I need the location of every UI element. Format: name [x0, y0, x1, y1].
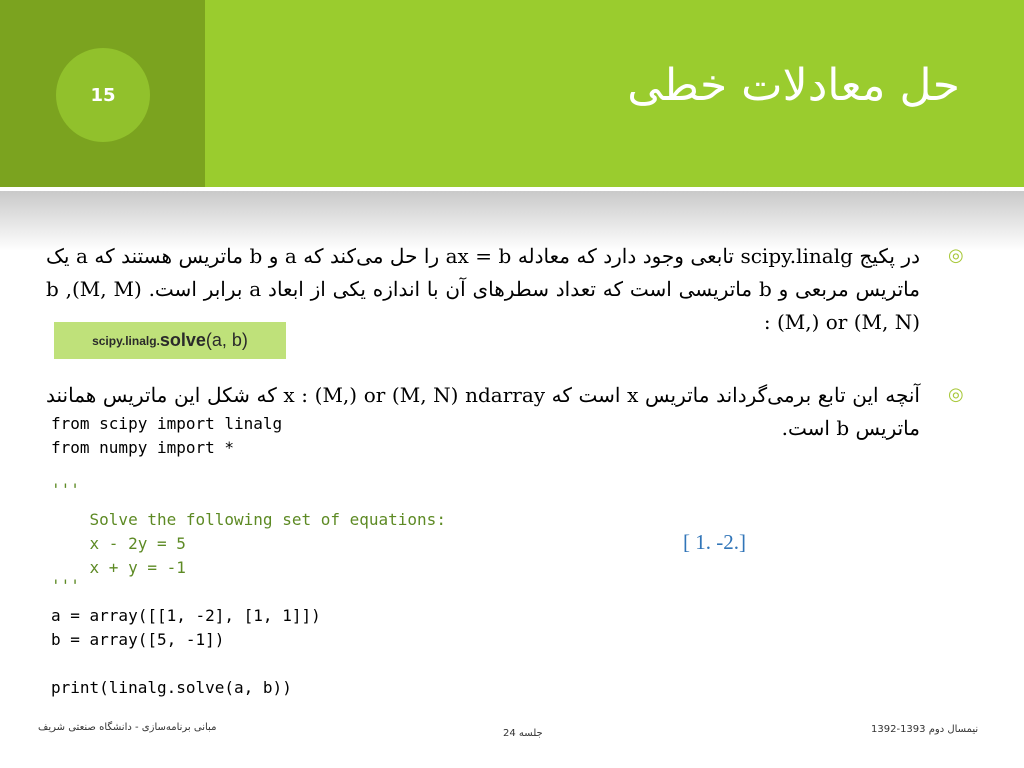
footer-session: جلسه 24 [503, 728, 543, 739]
code-imports: from scipy import linalg from numpy import * [51, 414, 283, 457]
bullet-icon: ◎ [948, 245, 964, 266]
solve-args: (a, b) [205, 330, 248, 350]
bullet-paragraph-1: در پکیج scipy.linalg تابعی وجود دارد که معادله ax = b را حل می‌کند که a و b ماتریس هستند که a یک ماتریس مربعی و b ماتریسی است که تعداد سطرهای آن با اندازه یکی از ابعاد a برابر است. (M, M), b : (M,) or (M, N) [46, 244, 920, 334]
slide-number: 15 [90, 84, 116, 106]
program-output: [ 1. -2.] [683, 530, 746, 554]
bullet-icon: ◎ [948, 384, 964, 405]
slide-number-badge [56, 48, 150, 142]
solve-function-label [54, 322, 286, 359]
slide-title: حل معادلات خطی [627, 60, 960, 111]
solve-prefix: scipy.linalg. [92, 333, 160, 348]
code-docstring-body: Solve the following set of equations: x - 2y = 5 x + y = -1 [89, 510, 446, 577]
code-print-line: print(linalg.solve(a, b)) [51, 678, 292, 697]
bullet-paragraph-2: آنچه این تابع برمی‌گرداند ماتریس x است که x : (M,) or (M, N) ndarray که شکل این ماتریس همانند ماتریس b است. [46, 383, 920, 440]
footer-course: مبانی برنامه‌سازی - دانشگاه صنعتی شریف [38, 722, 217, 733]
code-assignments: a = array([[1, -2], [1, 1]]) b = array([5, -1]) [51, 606, 321, 649]
code-docstring-open: ''' [51, 480, 80, 499]
footer-semester: نیمسال دوم 1393-1392 [871, 724, 979, 735]
solve-name: solve [159, 330, 206, 350]
code-docstring-close: ''' [51, 576, 80, 595]
